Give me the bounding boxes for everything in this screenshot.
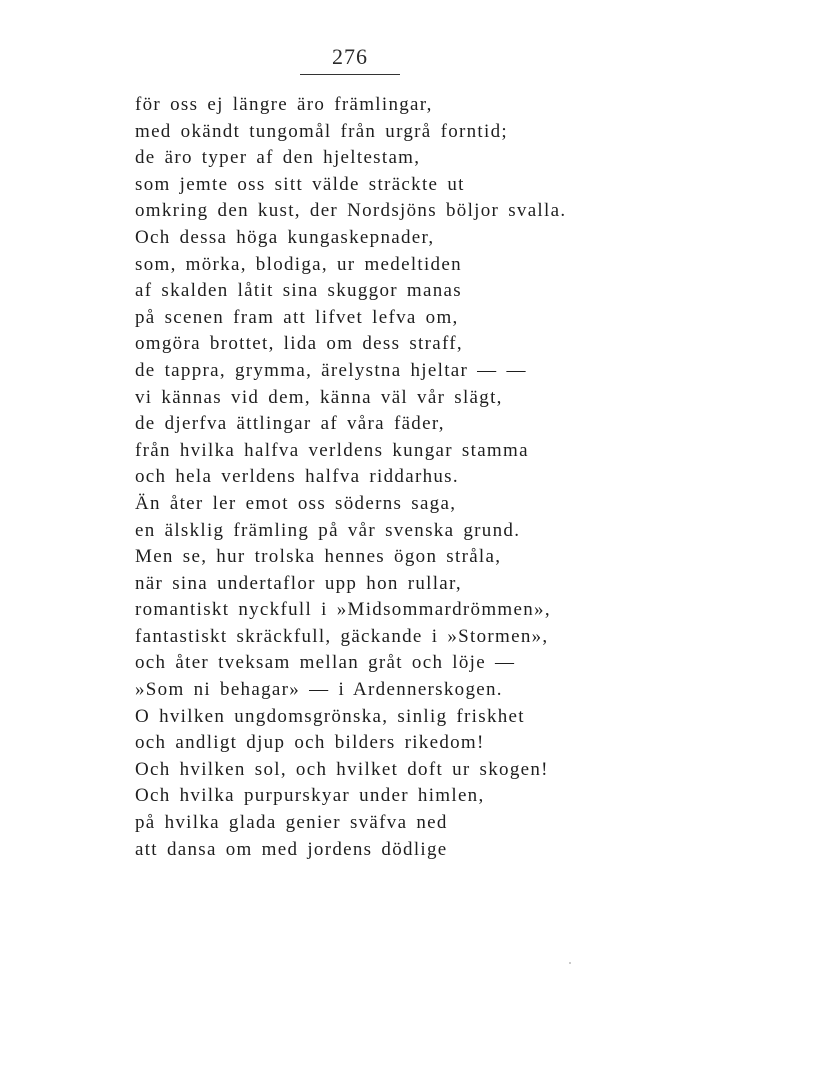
paper-speck	[569, 962, 571, 964]
poem-line: O hvilken ungdomsgrönska, sinlig friskhet	[135, 705, 525, 727]
poem-line: af skalden låtit sina skuggor manas	[135, 280, 462, 302]
poem-line: när sina undertaflor upp hon rullar,	[135, 572, 462, 594]
poem-line: och hela verldens halfva riddarhus.	[135, 466, 459, 488]
poem-line: Och hvilken sol, och hvilket doft ur skogen!	[135, 758, 549, 780]
poem-line: från hvilka halfva verldens kungar stamma	[135, 439, 529, 461]
poem-line: omkring den kust, der Nordsjöns böljor svalla.	[135, 200, 567, 222]
poem-line: Men se, hur trolska hennes ögon stråla,	[135, 546, 502, 568]
poem-line: fantastiskt skräckfull, gäckande i »Stormen»,	[135, 625, 549, 647]
poem-line: som, mörka, blodiga, ur medeltiden	[135, 253, 462, 275]
poem-line: de tappra, grymma, ärelystna hjeltar — —	[135, 359, 527, 381]
poem-line: romantiskt nyckfull i »Midsommardrömmen»,	[135, 599, 551, 621]
poem-line: de äro typer af den hjeltestam,	[135, 147, 421, 169]
poem-line: att dansa om med jordens dödlige	[135, 838, 448, 860]
poem-line: med okändt tungomål från urgrå forntid;	[135, 120, 508, 142]
poem-line: på hvilka glada genier sväfva ned	[135, 812, 448, 834]
page-number-rule	[300, 74, 400, 75]
poem-line: och andligt djup och bilders rikedom!	[135, 732, 485, 754]
poem-line: Och hvilka purpurskyar under himlen,	[135, 785, 485, 807]
poem-line: på scenen fram att lifvet lefva om,	[135, 306, 459, 328]
poem-line: som jemte oss sitt välde sträckte ut	[135, 173, 465, 195]
poem-line: omgöra brottet, lida om dess straff,	[135, 333, 463, 355]
poem-line: »Som ni behagar» — i Ardennerskogen.	[135, 679, 503, 701]
poem-line: och åter tveksam mellan gråt och löje —	[135, 652, 516, 674]
page-number: 276	[332, 44, 368, 69]
poem-text	[135, 92, 795, 863]
poem-line: vi kännas vid dem, känna väl vår slägt,	[135, 386, 503, 408]
poem-line: en älsklig främling på vår svenska grund.	[135, 519, 521, 541]
poem-line: Och dessa höga kungaskepnader,	[135, 226, 435, 248]
poem-line: de djerfva ättlingar af våra fäder,	[135, 413, 445, 435]
poem-line: för oss ej längre äro främlingar,	[135, 94, 433, 115]
poem-line: Än åter ler emot oss söderns saga,	[135, 492, 457, 514]
